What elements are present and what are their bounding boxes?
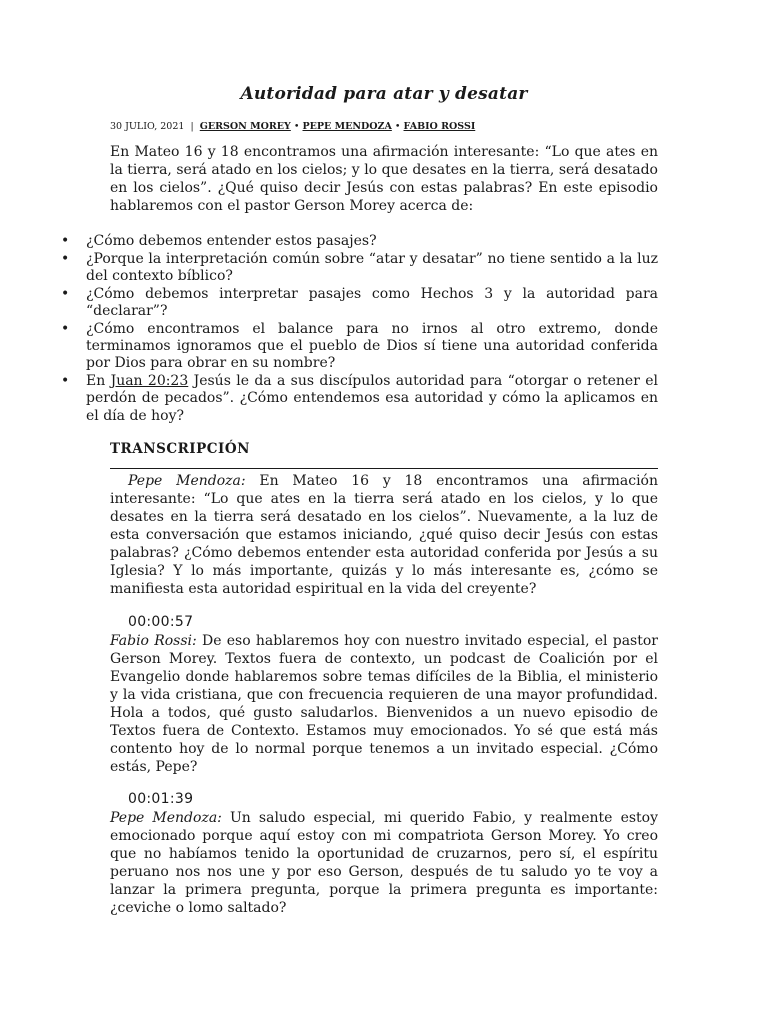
section-heading: TRANSCRIPCIÓN [110, 441, 250, 457]
timestamp: 00:00:57 [128, 614, 194, 630]
list-item: • ¿Cómo debemos interpretar pasajes como Hechos 3 y la autoridad para “declarar”? [86, 286, 658, 321]
transcript-text: De eso hablaremos hoy con nuestro invitado especial, el pastor Gerson Morey. Textos fuera de contexto, un podcast de Coalición por el Evangelio donde hablaremos sobre temas difíciles de la Biblia, el ministerio y la vida cristiana, que con frecuencia requieren de una mayor profundidad. Hola a todos, qué gusto saludarlos. Bienvenidos a un nuevo episodio de Textos fuera de Contexto. Estamos muy emocionados. Yo sé que está más contento hoy de lo normal porque tenemos a un invitado especial. ¿Cómo estás, Pepe? [110, 633, 658, 775]
list-item: • ¿Porque la interpretación común sobre “atar y desatar” no tiene sentido a la luz del contexto bíblico? [86, 251, 658, 286]
transcript-text: Un saludo especial, mi querido Fabio, y realmente estoy emocionado porque aquí estoy con mi compatriota Gerson Morey. Yo creo que no habíamos tenido la oportunidad de cruzarnos, pero sí, el espíritu peruano nos nos une y por eso Gerson, después de tu saludo yo te voy a lanzar la primera pregunta, porque la primera pregunta es importante: ¿ceviche o lomo saltado? [110, 810, 659, 916]
timestamp: 00:01:39 [128, 791, 194, 807]
author-link-gerson[interactable]: GERSON MOREY [199, 121, 291, 132]
page-title: Autoridad para atar y desatar [240, 84, 528, 104]
meta-separator: | [190, 121, 194, 132]
author-link-pepe[interactable]: PEPE MENDOZA [302, 121, 392, 132]
article-meta [110, 121, 475, 132]
list-item: • ¿Cómo encontramos el balance para no irnos al otro extremo, donde terminamos ignoramos que el pueblo de Dios sí tiene una autoridad conferida por Dios para obrar en su nombre? [86, 321, 658, 373]
speaker-name: Pepe Mendoza: [110, 810, 222, 826]
topics-list [86, 233, 658, 425]
scripture-link[interactable]: Juan 20:23 [110, 373, 189, 389]
transcript-paragraph [110, 472, 658, 598]
transcript-text: En Mateo 16 y 18 encontramos una afirmación interesante: “Lo que ates en la tierra será atado en los cielos, y lo que desates en la tierra será desatado en los cielos”. Nuevamente, a la luz de esta conversación que estamos iniciando, ¿qué quiso decir Jesús con estas palabras? ¿Cómo debemos entender esta autoridad conferida por Jesús a su Iglesia? Y lo más importante, quizás y lo más interesante es, ¿cómo se manifiesta esta autoridad espiritual en la vida del creyente? [110, 473, 658, 597]
speaker-name: Pepe Mendoza: [128, 473, 246, 489]
transcript-paragraph [110, 809, 658, 917]
publish-date: 30 JULIO, 2021 [110, 121, 185, 132]
transcript-paragraph [110, 632, 658, 776]
list-item: • ¿Cómo debemos entender estos pasajes? [86, 233, 658, 250]
author-separator: • [394, 121, 401, 132]
section-divider [110, 468, 658, 469]
intro-paragraph: En Mateo 16 y 18 encontramos una afirmación interesante: “Lo que ates en la tierra, será atado en los cielos; y lo que desates en la tierra, será desatado en los cielos”. ¿Qué quiso decir Jesús con estas palabras? En este episodio hablaremos con el pastor Gerson Morey acerca de: [110, 144, 658, 214]
speaker-name: Fabio Rossi: [110, 633, 197, 649]
bullet-text-post: Jesús le da a sus discípulos autoridad para “otorgar o retener el perdón de pecados”. ¿Cómo entendemos esa autoridad y cómo la aplicamos en el día de hoy? [86, 373, 659, 424]
author-link-fabio[interactable]: FABIO ROSSI [403, 121, 476, 132]
bullet-text-pre: En [86, 373, 111, 389]
list-item [86, 373, 658, 425]
author-separator: • [293, 121, 300, 132]
